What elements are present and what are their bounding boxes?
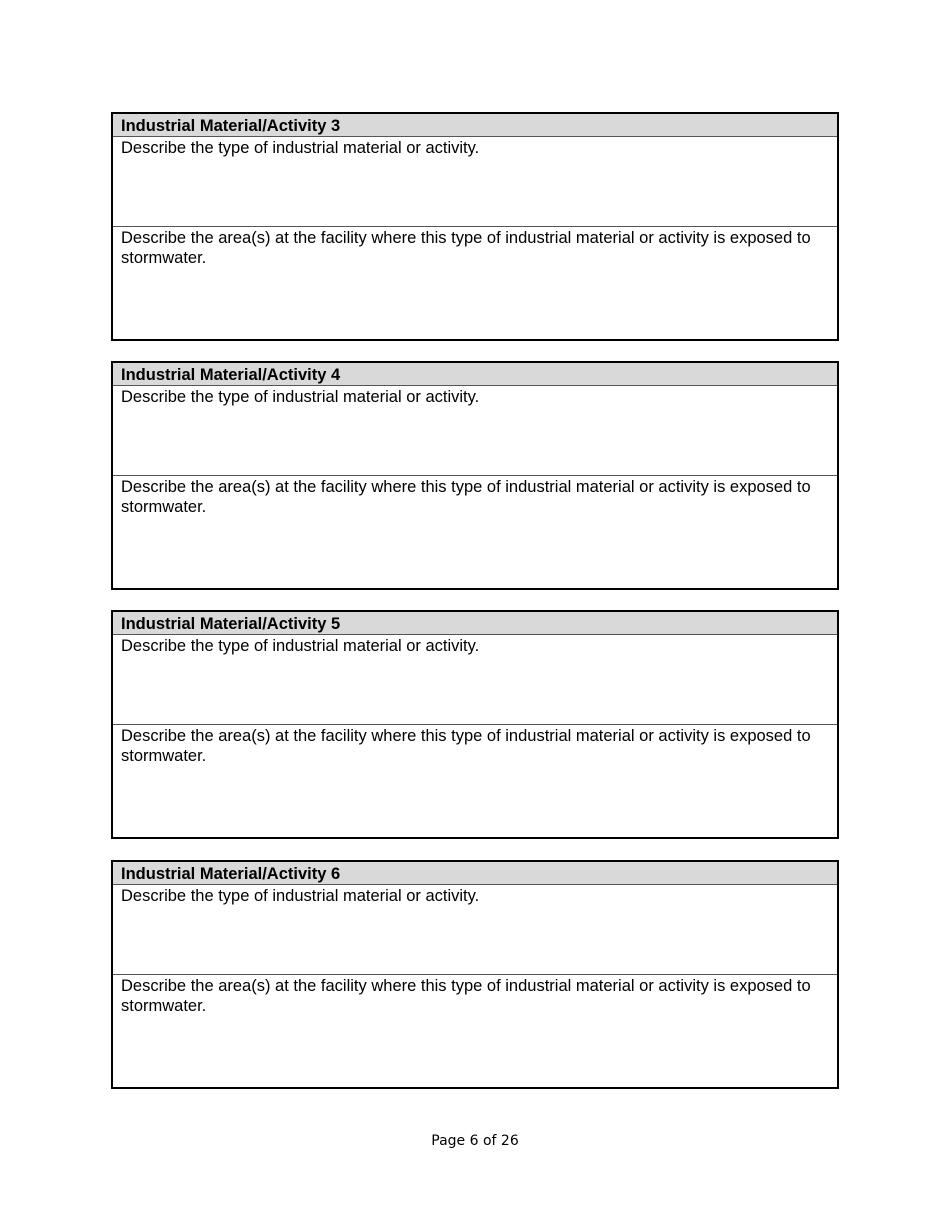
material-type-field[interactable]: [113, 885, 837, 975]
material-type-field[interactable]: [113, 137, 837, 227]
page-number: Page 6 of 26: [431, 1133, 519, 1149]
exposure-area-field[interactable]: [113, 725, 837, 766]
exposure-area-field[interactable]: [113, 476, 837, 517]
activity-title: Industrial Material/Activity 6: [113, 862, 837, 885]
activity-title: Industrial Material/Activity 3: [113, 114, 837, 137]
exposure-area-label: Describe the area(s) at the facility where this type of industrial material or activity is exposed to stormwater.: [121, 727, 811, 765]
material-type-field[interactable]: [113, 635, 837, 725]
exposure-area-label: Describe the area(s) at the facility where this type of industrial material or activity is exposed to stormwater.: [121, 229, 811, 267]
exposure-area-field[interactable]: [113, 975, 837, 1016]
exposure-area-field[interactable]: [113, 227, 837, 268]
exposure-area-label: Describe the area(s) at the facility where this type of industrial material or activity is exposed to stormwater.: [121, 478, 811, 516]
activity-block-6: [111, 860, 839, 1089]
material-type-field[interactable]: [113, 386, 837, 476]
material-type-label: Describe the type of industrial material or activity.: [121, 887, 480, 905]
activity-block-4: [111, 361, 839, 590]
activity-block-3: [111, 112, 839, 341]
exposure-area-label: Describe the area(s) at the facility where this type of industrial material or activity is exposed to stormwater.: [121, 977, 811, 1015]
material-type-label: Describe the type of industrial material or activity.: [121, 388, 480, 406]
activity-title: Industrial Material/Activity 4: [113, 363, 837, 386]
material-type-label: Describe the type of industrial material or activity.: [121, 139, 480, 157]
activity-block-5: [111, 610, 839, 839]
material-type-label: Describe the type of industrial material or activity.: [121, 637, 480, 655]
activity-title: Industrial Material/Activity 5: [113, 612, 837, 635]
